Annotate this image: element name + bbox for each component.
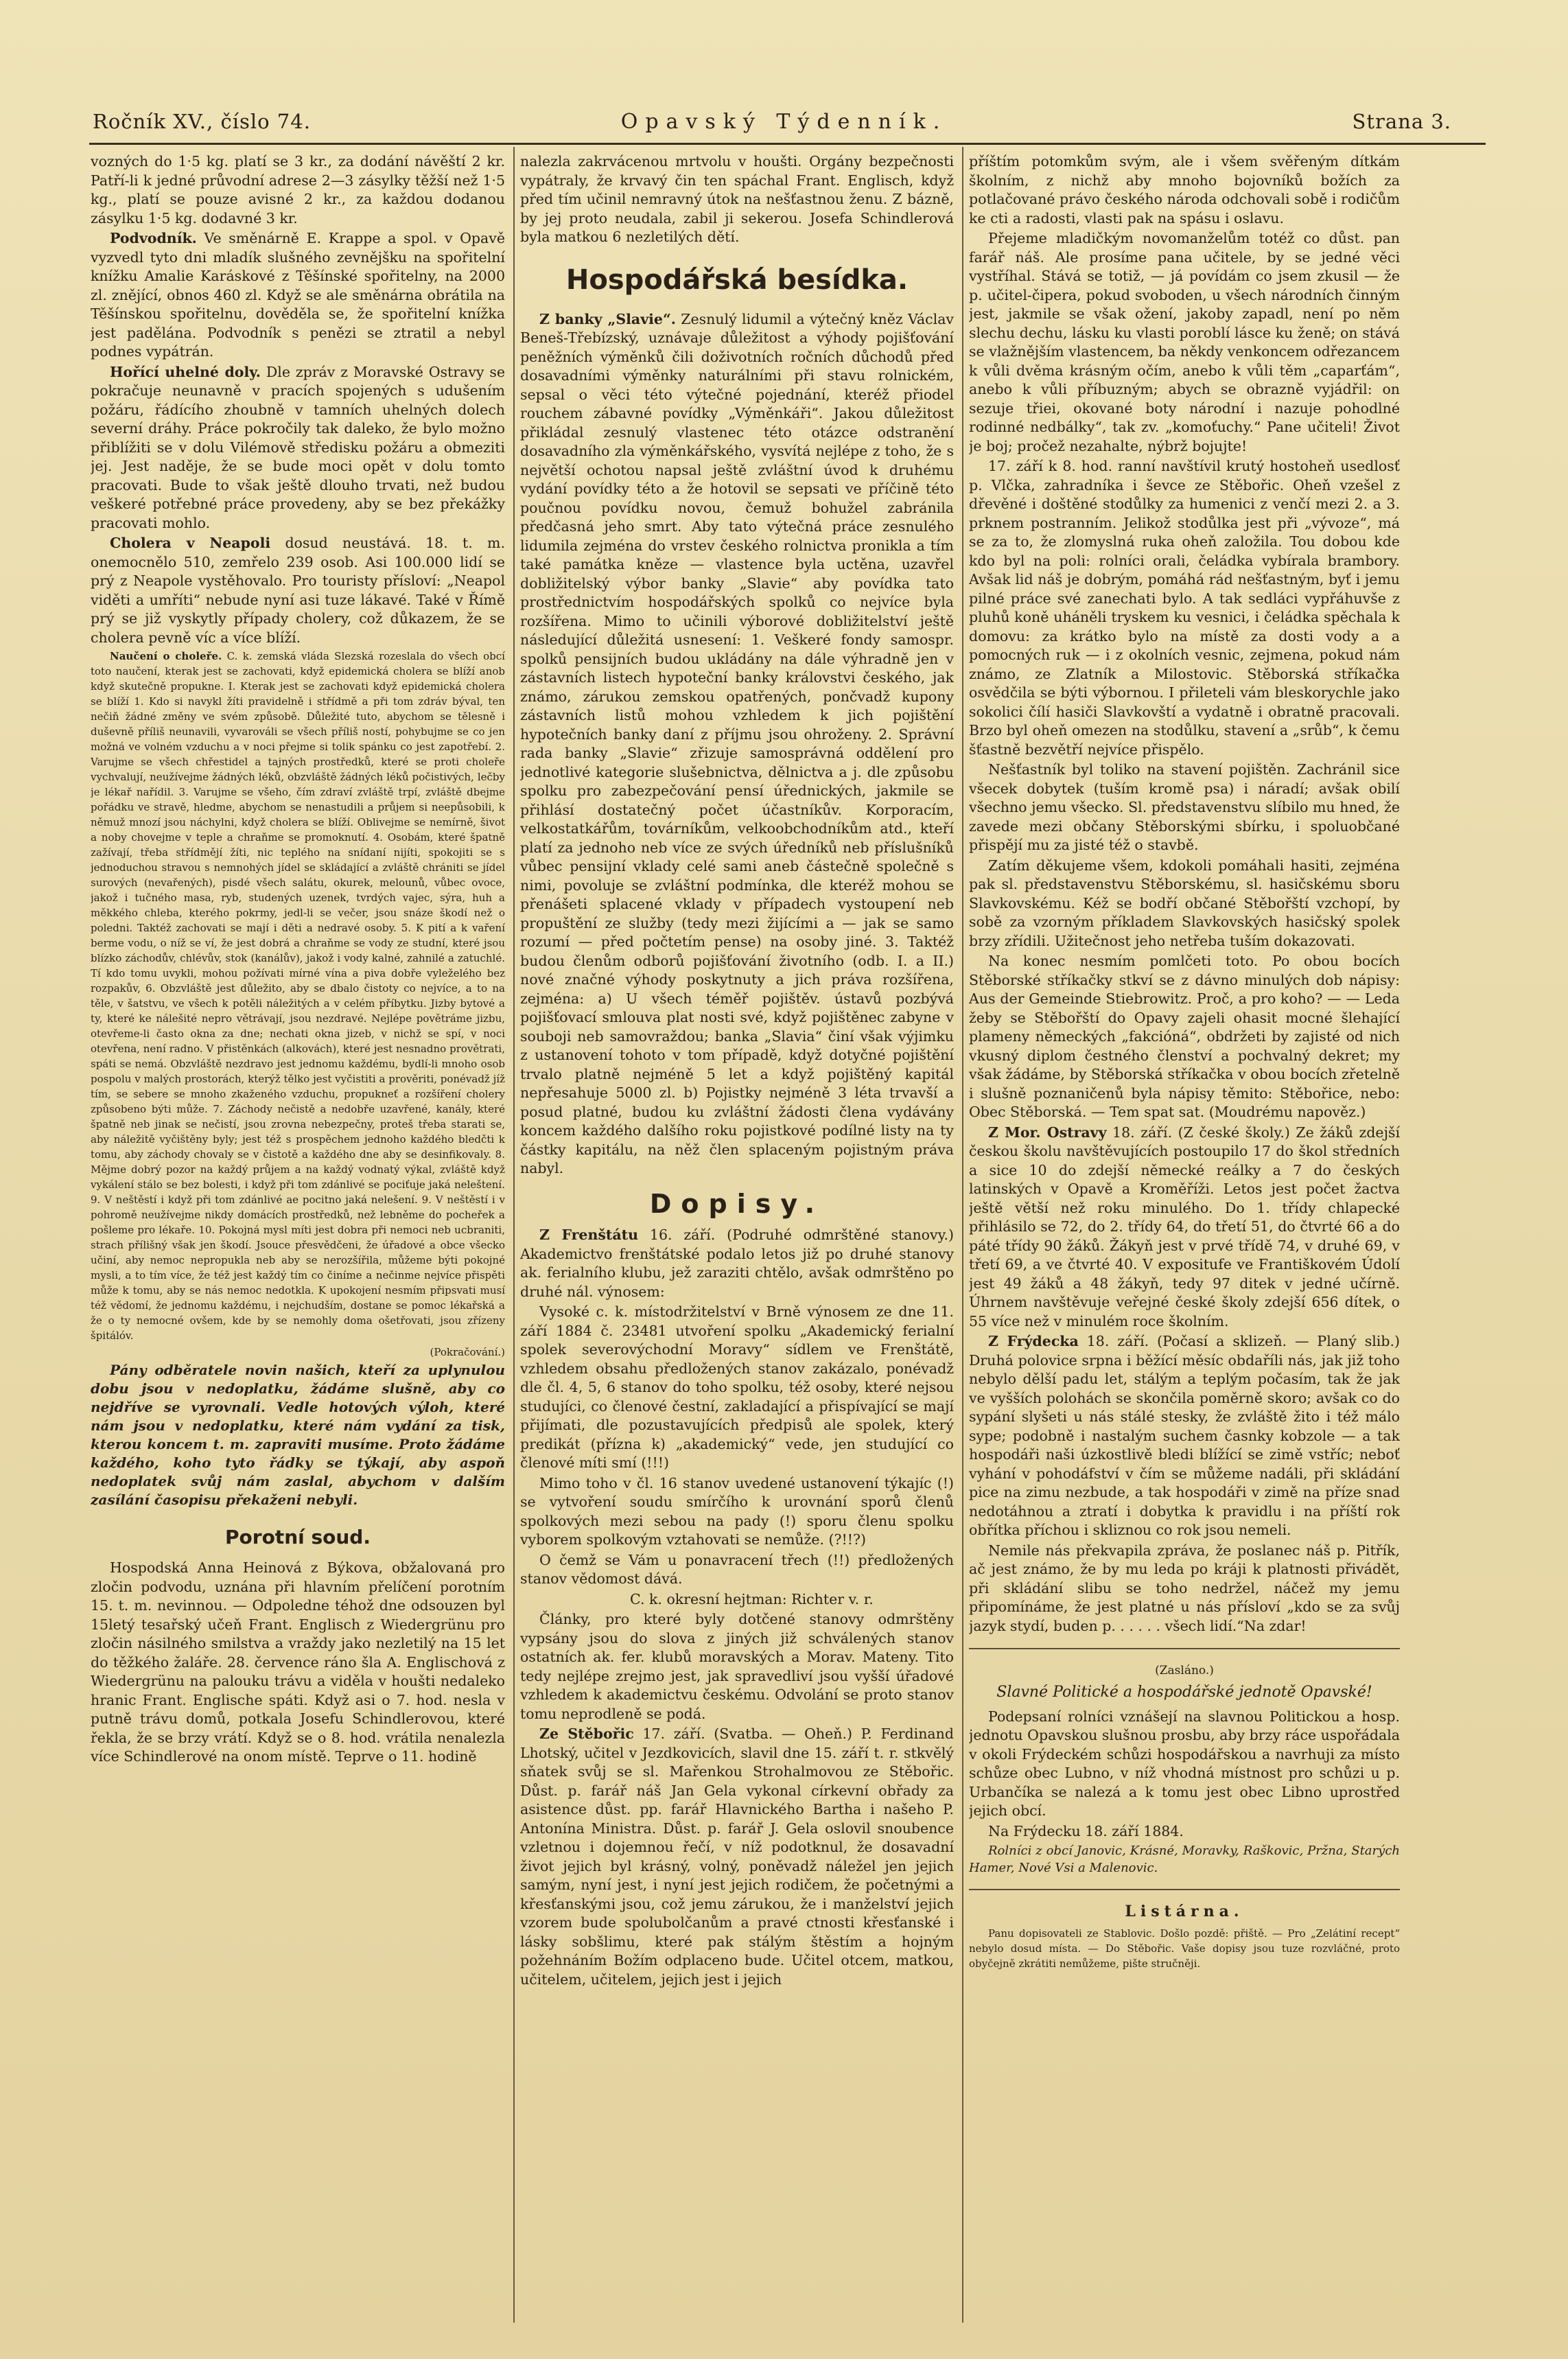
article-text: C. k. zemská vláda Slezská rozeslala do všech obcí toto naučení, kterak jest se zachovati, když epidemická cholera se blíží anob když skutečně propukne. I. Kterak jest se zachovati když epidemická cholera se blíží 1. Kdo si navykl žíti pravidelně i střídmě a při tom zdráv býval, ten nečiň žádné změny ve svém způsobě. Důležité tuto, abychom se tělesně i duševně příliš neunavili, vyvarováli se všech příliš ností, pohybujme se co jen možná ve volném vzduchu a v noci přejme si tolik spánku co jest zapotřebí. 2. Varujme se všech chřestidel a tajných prostředků, které se proti choleře vychvalují, neužívejme žádných léků, obzvláště žádných léků počistivých, lečby je lékař nařídil. 3. Varujme se všeho, čím zdraví zvláště trpí, zvláště dbejme pořádku ve stravě, hledme, abychom se nenastudili a průjem si neepůsobili, k němuž mnozí jsou náchylni, když cholera se blíží. Oblivejme se nemírně, šivot a noby chovejme v teple a chraňme se promoknutí. 4. Osobám, které špatně zažívají, třeba střídmějí žíti, nic teplého na snídaní nijíti, spokojiti se s jednoduchou stravou s nemnohých jídel se skládající a zvláště chrániti se jídel surových (nevařených), pisdé všech salátu, okurek, melounů, vůbec ovoce, jakož i tučného masa, ryb, studených uzenek, tvrdých vajec, sýra, huh a měkkého chleba, kterého pokrmy, jedl-li se večer, jsou snáze škodí než o poledni. Taktéž zachovati se mají i děti a nedravé osoby. 5. K pití a k vaření berme vodu, o níž se ví, že jest dobrá a chraňme se vody ze studní, které jsou blízko záchodův, chlévův, stok (kanálův), jakož i vody kalné, zahnilé a zatuchlé. Tí kdo tomu uvykli, mohou požívati mírné vína a piva dobře vyleželého bez rozpakův, 6. Obzvláště jest důležito, aby se dbalo čistoty co nejvíce, a to na těle, v šatstvu, ve všech k potěli náležitých a v celém příbytku. Jizby bytové a ty, které ke nálešité nepro větrávají, jsou nezdravé. Nejlépe povětráme jizbu, otevřeme-li často okna za dne; nechati okna jizeb, v nichž se spí, v noci otevřena, není radno. V přistěnkách (alkovách), které jest nesnadno provětrati, spáti se nemá. Obzvláště nezdravo jest jednomu každému, bydlí-li mnoho osob pospolu v malých prostorách, kterýž tělko jest vyčistiti a prověriti, ponévadž jíž tím, se sebere se mnoho zkaženého vzduchu, propukneť a rozšíření cholery způsobeno býti může. 7. Záchody nečistě a nedobře uzavřené, kanály, které špatně neb jinak se nečistí, jsou zrovna nebezpečny, proteš třeba starati se, aby náležitě vyčištěny byly; jest též s prospěchem jednoho každého bledčti k tomu, aby záchody chovaly se v čistotě a každého dne aby se desinfikovaly. 8. Mějme dobrý pozor na každý průjem a na každý vodnatý výkal, zvláště když vykálení stálo se bez bolesti, i když při tom zdánlivé se pociťuje jaká neleštení. 9. V neštěstí i když při tom zdánlivé ae pocitno jaká nelešení. 9. V neštěstí i v pohromě neužívejme nikdy domácích prostředků, než lebněme do pocheřek a pošleme pro lékaře. 10. Pokojná mysl míti jest dobra při nemoci neb ucbraniti, strach přílišný však jen škodí. Jsouce přesvědčeni, že úřadové a obce všecko učiní, aby nemoc nepropukla neb aby se nerozšířila, můžeme býti pokojné mysli, a to tím více, že též jest každý tím co činíme a nečinme nejvíce přispěti může k tomu, aby se nás nemoc nedotkla. K upokojení nesmím připsvati musí též vědomí, že jednomu každému, i nejchudším, dostane se pomoc lékařská a že o ty nemocné ovšem, kde by se nemohly doma ošetřovati, jsou zřízeny špitálóv. xyxy=(91,650,505,1342)
article-text: Dle zpráv z Moravské Ostravy se pokračuje neunavně v pracích spojených s udušením požáru, řádícího zhoubně v tamních uhelných dolech severní dráhy. Práce pokročily tak daleko, že bylo možno přiblížiti se v dolu Vilémově středisku požáru a obmeziti jej. Jest naděje, že se bude moci opět v dolu tomto pracovati. Bude to však ještě dlouho trvati, než budou veškeré potřebné práce provedeny, aby se bez překážky pracovati mohlo. xyxy=(91,363,505,531)
article-title: Naučení o choleře. xyxy=(110,650,222,662)
article-text: Zesnulý lidumil a výtečný kněz Václav Beneš-Třebízský, uznávaje důležitost a výhody pojišťování peněžních výměnků čili doživotních ročních důchodů před dosavadními výměnky naturálními při stavu rolnickém, sepsal o věci této výtečné pojednání, kteréž přiodel rouchem zábavné povídky „Výměnkáři“. Jakou důležitost přikládal zesnulý vlastenec této otázce odstranění dosavadního zla výměnkářského, vysvítá nejlépe z toho, že s největší ochotou napsal ještě zvláštní úvod k druhému vydání povídky této a že hotovil se sepsati ve příčině této poučnou povídku novou, čemuž bohužel zabránila předčasná jeho smrt. Aby tato výtečná práce zesnulého lidumila zejména do vrstev českého rolnictva pronikla a tím také památka kněze — vlastence byla uctěna, uzavřel dobližitelský výbor banky „Slavie“ aby povídka tato prostřednictvím hospodářských spolků co nejvíce byla rozšířena. Mimo to učinili výborové dobližitelství ještě následující důležitá usnesení: 1. Veškeré fondy samospr. spolků pensijních budou ukládány na dále výhradně jen v zástavních listech hypoteční banky královstvi českého, jak známo, zárukou zemskou opatřených, pončvadž kupony zástavních listů mohou vzhledem k jich pojištění hypotečních banky daní z příjmu jsou ohroženy. 2. Správní rada banky „Slavie“ zřizuje samosprávná oddělení pro jednotlivé kategorie slušebnictva, dělnictva a j. dle způsobu spolku pro zabezpečování pensí úřednických, jakmile se přihlásí dostatečný počet účastníkův. Korporacím, velkostatkářům, továrníkům, velkoobchodníkům atd., kteří platí za jednoho neb více ze svých úředníků neb příslušníků vůbec pensijní vklady celé sami aneb částečně společně s nimi, povoluje se zvláštní podmínka, dle kteréž mohou se přenášeti splacené vklady v případech vystoupení neb propuštění ze služby (tedy mezi žijícími a — jak se samo rozumí — před počtetím pense) na osoby jiné. 3. Taktéž budou členům odborů pojišťování životního (odb. I. a II.) nové značné výhody poskytnuty a jich práva rozšířena, zejména: a) U všech téměř pojištěv. ústavů pozbývá pojišťovací smlouva plat nosti své, když pojištěnec zabyne v souboji neb samovraždou; banka „Slavia“ činí však výjimku z ustanovení tohoto v tom případě, když dotyčné pojištění trvalo platně nejméně 5 let a když pojištěný kapitál nepřesahuje 5000 zl. b) Pojistky nejméně 3 léta trvavší a posud platné, budou ku zvláštní žádosti člena vydávány koncem každého dalšího roku pojistkové podílné listy na ty částky kapitálu, na něž člen splaceným pojistným práva nabyl. xyxy=(520,310,954,1176)
article xyxy=(969,1332,1400,1540)
article-text: Panu dopisovateli ze Stablovic. Došlo pozdě: přiště. — Pro „Zelátiní recept“ nebylo dosud místa. — Do Stěbořic. Vaše dopisy jsou tuze rozvláčné, proto obyčejně zkrátiti nemůžeme, pište stručněji. xyxy=(969,1927,1400,1970)
article-title: Ze Stěbořic xyxy=(539,1725,634,1742)
article-title: Z Frenštátu xyxy=(539,1227,639,1243)
article xyxy=(520,1725,954,1989)
letter-heading: Slavné Politické a hospodářské jednotě Opavské! xyxy=(996,1683,1372,1701)
divider xyxy=(969,1648,1400,1649)
article-text: 17. září. (Svatba. — Oheň.) P. Ferdinand Lhotský, učitel v Jezdkovicích, slavil dne 15. září t. r. stkvělý sňatek svůj se sl. Mařenkou Strohalmovou ze Stěbořic. Důst. p. farář náš Jan Gela vykonal církevní obřady za asistence důst. pp. farář Hlavnického Bartha i našeho P. Antonína Ministra. Důst. p. farář J. Gela oslovil snoubence vzletnou i dojemnou řečí, v níž podotknul, že dosavadní život jejich byl krásný, volný, poněvadž náležel jen jejich samým, nyní jest, i nyní jest jejich rodičem, že početnými a křesťanskými jsou, což jemu zárukou, že i manželství jejich vzorem bude spolubolčanům a pravé ctnosti křesťanské i lásky sobšlimu, které pak stálým štěstím a hojným požehnáním Božím odplaceno bude. Učitel otcem, matkou, učitelem, učitelem, jejich jest i jejich xyxy=(520,1725,954,1988)
section-label: (Zasláno.) xyxy=(1155,1664,1214,1677)
article-text: O čemž se Vám u ponavracení třech (!!) předložených stanov vědomost dává. xyxy=(520,1551,954,1587)
section-heading: Listárna. xyxy=(1125,1903,1244,1920)
article-text: Hospodská Anna Heinová z Býkova, obžalovaná pro zločin podvodu, uznána při hlavním přelíčení porotním 15. t. m. nevinnou. — Odpoledne téhož dne odsouzen byl 15letý tesařský učeň Frant. Englisch z Wiedergrünu pro zločin násilného smilstva a vraždy jako nezletilý na 15 let do těžkého žaláře. 28. července ráno šla A. Englischová z Wiedergrünu na palouku trávu a viděla v houšti nedaleko hranic Frant. Englische spáti. Když asi o 7. hod. nesla v putně trávu domů, potkala Josefu Schindlerovou, které řekla, že se brzy vrátí. Když se o 8. hod. vrátila nenalezla více Schindlerové na onom místě. Teprve o 11. hodině xyxy=(91,1559,505,1765)
newspaper-title: Opavský Týdenník. xyxy=(620,110,948,134)
section-heading: Hospodářská besídka. xyxy=(565,264,909,296)
article-text: Vysoké c. k. místodržitelství v Brně výnosem ze dne 11. září 1884 č. 23481 utvoření spolku „Akademický ferialní spolek severovýchodní Moravy“ sídlem ve Frenštátě, vzhledem obsahu předložených stanov zakázalo, ponévadž dle čl. 4, 5, 6 stanov do toho spolku, též osoby, které nejsou studujíci, co členové čestní, zakladající a přispívající se mají přijímati, dle pozustavujících předpisů ale spolek, který predikát (přízna k) „akademický“ vede, jen studující co členové míti smí (!!!) xyxy=(520,1303,954,1471)
article-text: Na konec nesmím pomlčeti toto. Po obou bocích Stěborské stříkačky stkví se z dávno minulých dob nápisy: Aus der Gemeinde Stiebrowitz. Proč, a pro koho? — — Leda žeby se Stěbořští do Opavy zajeli ohasit mocné šlehající plameny německých „fakcióná“, obdržeti by zajisté od nich vkusný diplom čestného členství a pochvalný dekret; my však žádáme, by Stěborská stříkačka v obou bocích zřetelně i slušně poznaničenů byla nápisy těmito: Stěbořice, nebo: Obec Stěborská. — Tem spat sat. (Moudrému napověz.) xyxy=(969,953,1400,1120)
column-1 xyxy=(91,152,505,2335)
column-divider xyxy=(513,147,515,2323)
article-text: Mimo toho v čl. 16 stanov uvedené ustanovení týkajíc (!) se vytvoření soudu smírčího k urovnání sporů členů spolkových mezi sebou na pady (!) sporu členu spolku vyborem spolkovým vztahovati se nemůže. (?!!?) xyxy=(520,1474,954,1548)
article xyxy=(91,363,505,533)
article xyxy=(91,649,505,1343)
dateline: Na Frýdecku 18. září 1884. xyxy=(988,1822,1184,1839)
article-title: Z banky „Slavie“. xyxy=(539,310,676,327)
article-text: 18. září. (Počasí a sklizeň. — Planý slib.) Druhá polovice srpna i běžící měsíc obdaříli nás, jak již toho nebylo dělší padu let, stálým a teplým počasím, tak že jak ve vyšších polohách se skončila poměrně skoro; avšak co do sypání slyšeti u nás stálé stesky, že zvláště žito i též málo sype; podobně i nastalým suchem časnky kobzole — a tak hospodáři naši úzkostlivě bledi blížící se zimě vstříc; neboť vyhání v pohodáfství v čím se můžeme nadáli, při skládání pice na zimu nezbude, a tak hospodáři v zimě na příze snad nedotáhnou a ztratí i dobytka k pravidlu i na příští rok obřítka příchou i skliznou co rok jsou nemeli. xyxy=(969,1333,1400,1538)
article xyxy=(91,534,505,647)
signature: C. k. okresní hejtman: Richter v. r. xyxy=(630,1590,874,1607)
article-text: vozných do 1·5 kg. platí se 3 kr., za dodání návěští 2 kr. Patří-li k jedné průvodní adrese 2—3 zásylky těžší než 1·5 kg., platí se pouze avisné 2 kr., za každou dodanou zásylku 1·5 kg. dodavné 3 kr. xyxy=(91,153,505,226)
column-divider xyxy=(962,147,963,2323)
continuation-note: (Pokračování.) xyxy=(430,1346,505,1358)
article xyxy=(91,229,505,362)
article-title: Hořící uhelné doly. xyxy=(110,363,261,380)
header-rule xyxy=(89,143,1486,145)
article-text: nalezla zakrvácenou mrtvolu v houšti. Orgány bezpečnosti vypátraly, že krvavý čin ten spáchal Frant. Englisch, když před tím učinil nemravný útok na nešťastnou ženu. Z bázně, by jej proto neudala, zabil ji sekerou. Josefa Schindlerová byla matkou 6 nezletilých dětí. xyxy=(520,153,954,245)
subscriber-appeal: Pány odběratele novin našich, kteří za uplynulou dobu jsou v nedoplatku, žádáme slušně, aby co nejdříve se vyrovnali. Vedle hotových výloh, které nám jsou v nedoplatku, které nám vydání za tisk, kterou koncem t. m. zapraviti musíme. Proto žádáme každého, koho tyto řádky se týkají, aby aspoň nedoplatek svůj nám zaslal, abychom v dalším zasílání časopisu překaženi nebyli. xyxy=(91,1362,505,1508)
article-text: 17. září k 8. hod. ranní navštívil krutý hostoheň usedlosť p. Vlčka, zahradníka i ševce ze Stěbořic. Oheň vzešel z dřevěné i doštěné stodůlky za humenici z venčí mezi 2. a 3. prknem postranním. Jelikož stodůlka jest při „vývoze“, má se za to, že zlomyslná ruka oheň založila. Tou dobou kde kdo byl na poli: rolníci orali, čeládka vybírala brambory. Avšak lid náš je dobrým, pomáhá rád nešťastným, byť i jemu pilné práce své zanechati bylo. A tak sedláci vypřáhuvše z pluhů koně uháněli tryskem ku vesnici, i čeládka spěchala k domovu: za krátko bylo na místě za dosti vody a a pomocných ruk — i z okolních vesnic, zejmena, pokud nám známo, ze Zlatník a Milostovic. Stěborská stříkačka osvědčila se býti výbornou. I přileteli vám bleskorychle jako sokolici čílí hasiči Slavkovští a vydatně i obratně pracovali. Brzo byl oheň omezen na stodůlku, stavení a „srůb“, k čemu šťastně bezvětří nejvíce přispělo. xyxy=(969,458,1400,758)
article xyxy=(520,1226,954,1301)
article-text: 18. září. (Z české školy.) Ze žáků zdejší českou školu navštěvujících postoupilo 17 do škol středních a sice 10 do zdejší německé reálky a 7 do českých latinských v Opavě a Kroměříži. Letos jest počet žactva ještě větší než roku minulého. Do 1. třídy chlapecké přihlásilo se 72, do 2. třídy 64, do třetí 51, do čtvrté 66 a do páté třídy 90 žáků. Žákyň jest v prvé třídě 74, v druhé 69, v třetí 69, a ve čtvrté 40. V expositufe ve Františkovém Údolí jest 49 žáků a 48 žákyň, tedy 97 ditek v jedné učírně. Úhrnem navštěvuje veřejné české školy zdejší 656 dítek, o 55 více než v minulém roce školním. xyxy=(969,1124,1400,1329)
page-number: Strana 3. xyxy=(1352,110,1451,133)
article-title: Cholera v Neapoli xyxy=(110,535,271,551)
column-2 xyxy=(520,152,954,2335)
section-heading: Dopisy. xyxy=(649,1188,825,1219)
divider xyxy=(969,1889,1400,1890)
article-text: Ve směnárně E. Krappe a spol. v Opavě vyzvedl tyto dni mladík slušného zevnějšku na spořitelní knížku Amalie Karáskové z Těšínské spořitelny, na 2000 zl. znějící, obnos 460 zl. Když se ale směnárna obrátila na Těšínskou spořitelnu, dověděla se, že spořitelní knížka jest padělána. Podvodník s penězi se ztratil a nebyl podnes vypátrán. xyxy=(91,230,505,360)
column-3 xyxy=(969,152,1400,2335)
issue-number: Ročník XV., číslo 74. xyxy=(93,110,311,133)
section-heading: Porotní soud. xyxy=(225,1526,371,1548)
article-text: dosud neustává. 18. t. m. onemocnělo 510, zemřelo 239 osob. Asi 100.000 lidí se prý z Neapole vystěhovalo. Pro touristy přísloví: „Neapol viděti a umříti“ nebude nyní asi tuze lákavé. Také v Římě prý se již vyskytly případy cholery, což důkazem, že se cholera pevně víc a více blíží. xyxy=(91,535,505,646)
article-text: Podepsaní rolníci vznášejí na slavnou Politickou a hosp. jednotu Opavskou slušnou prosbu, aby brzy ráce uspořádala v okoli Frýdeckém schůzi hospodářskou a navrhuji za místo schůze obec Lubno, v níž vhodná místnost pro schůzi u p. Urbančíka se nalezá a k tomu jest obec Libno uprostřed jejich obcí. xyxy=(969,1708,1400,1819)
article-title: Z Mor. Ostravy xyxy=(988,1124,1107,1141)
article xyxy=(520,310,954,1178)
article-text: Přejeme mladičkým novomanželům totéž co důst. pan farář náš. Ale prosíme pana učitele, by se jedné věci vystříhal. Stává se totiž, — já povídám co jsem zkusil — že p. učitel-čipera, pokud svoboden, u všech národních činným jest, jakmile se však ožení, jakoby zapadl, není po něm slechu dechu, lásku ku vlasti poroblí lásce ku ženě; on stává se vlažnějším vlastencem, ba někdy venkoncem odřezancem k vůli dvěma krásným očím, anebo k vůli těm „caparťám“, anebo k vůli příbuzným; abych se obrazně vyjádřil: on sezuje třiei, okované boty národní i nazuje pohodlné rodinné nedbálky“, tak zv. „komoťuchy.“ Pane učiteli! Život je boj; pročež nezahalte, nýbrž bojujte! xyxy=(969,230,1400,454)
article-text: Nešťastník byl toliko na stavení pojištěn. Zachránil sice všecek dobytek (tuším kromě psa) i náradí; avšak obilí všechno jemu všecko. Sl. představenstvu slíbilo mu hned, že zavede mezi občany Stěborskými sbírku, i spoluobčané přispějí mu za jisté též o stavbě. xyxy=(969,761,1400,853)
article xyxy=(969,1124,1400,1332)
signatories: Rolníci z obcí Janovic, Krásné, Moravky, Raškovic, Pržna, Starých Hamer, Nové Vsi a Malenovic. xyxy=(969,1844,1400,1875)
article-title: Podvodník. xyxy=(110,230,197,246)
article-text: Nemile nás překvapila zpráva, že poslanec náš p. Pitřík, ač jest známo, že by mu leda po kráji k platnosti přivádět, při skládání slibu se toho nedržel, náčež my jemu připomínáme, že jest platné u nás přísloví „kdo se za svůj jazyk stydí, buden p. . . . . . všech lidí.“Na zdar! xyxy=(969,1542,1400,1634)
article-text: 16. září. (Podruhé odmrštěné stanovy.) Akademictvo frenštátské podalo letos již po druhé stanovy ak. ferialního klubu, jež zaraziti chtělo, avšak odmrštěno po druhé nál. výnosem: xyxy=(520,1227,954,1300)
article-text: Zatím děkujeme všem, kdokoli pomáhali hasiti, zejména pak sl. představenstvu Stěborskému, sl. hasičskému sboru Slavkovskému. Kéž se bodří občané Stěbořští vzchopí, by sobě za vzorným příkladem Slavkovských hasičský spolek brzy zřídili. Užitečnost jeho netřeba tuším dokazovati. xyxy=(969,857,1400,949)
article-text: Články, pro které byly dotčené stanovy odmrštěny vypsány jsou do slova z jiných již schválených stanov ostatních ak. fer. klubů moravských a Morav. Mateny. Tito tedy nejlépe zrejmo jest, jak spravedliví jsou vyšší úřadové vzhledem k akademictvu českému. Odvolání se proto stanov tomu neprodleně se podá. xyxy=(520,1611,954,1722)
article-title: Z Frýdecka xyxy=(988,1333,1079,1349)
article-text: příštím potomkům svým, ale i všem svěřeným dítkám školním, z nichž aby mnoho bojovníků božích za potlačované právo českého národa odchovali sobě i rodičům ke cti a radosti, vlasti pak na spásu i oslavu. xyxy=(969,153,1400,226)
